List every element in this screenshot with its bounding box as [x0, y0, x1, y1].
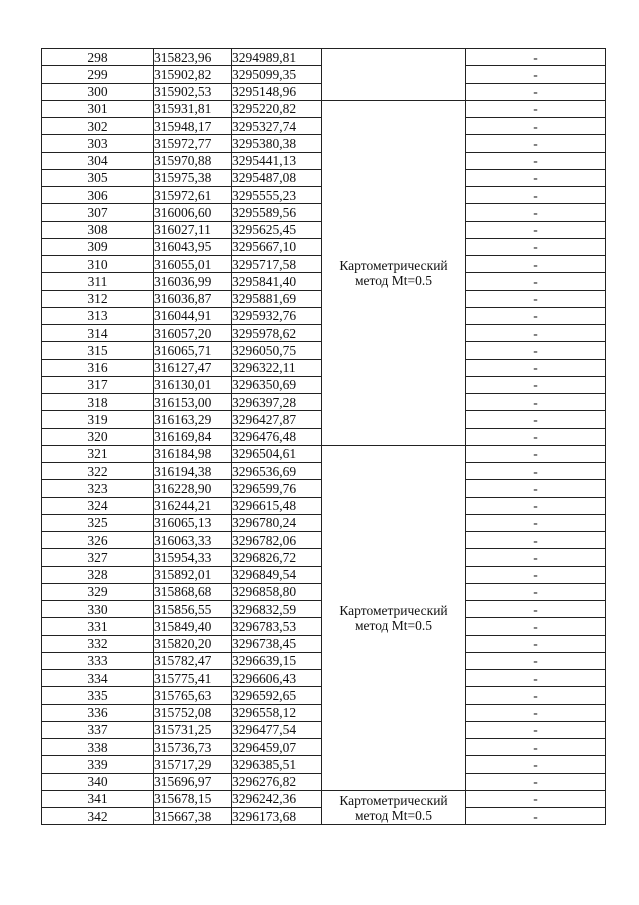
note-cell: - — [466, 49, 606, 66]
point-number-cell: 322 — [42, 463, 154, 480]
x-coordinate-cell: 315954,33 — [154, 549, 232, 566]
x-coordinate-cell: 316036,87 — [154, 290, 232, 307]
x-coordinate-cell: 315972,61 — [154, 187, 232, 204]
y-coordinate-cell: 3295717,58 — [232, 256, 322, 273]
y-coordinate-cell: 3296459,07 — [232, 739, 322, 756]
point-number-cell: 308 — [42, 221, 154, 238]
y-coordinate-cell: 3295380,38 — [232, 135, 322, 152]
y-coordinate-cell: 3296639,15 — [232, 652, 322, 669]
point-number-cell: 342 — [42, 808, 154, 825]
note-cell: - — [466, 66, 606, 83]
note-cell: - — [466, 100, 606, 117]
x-coordinate-cell: 316244,21 — [154, 497, 232, 514]
note-cell: - — [466, 118, 606, 135]
note-cell: - — [466, 601, 606, 618]
table-row — [42, 445, 606, 462]
note-cell: - — [466, 169, 606, 186]
x-coordinate-cell: 315717,29 — [154, 756, 232, 773]
x-coordinate-cell: 316055,01 — [154, 256, 232, 273]
y-coordinate-cell: 3296350,69 — [232, 376, 322, 393]
point-number-cell: 311 — [42, 273, 154, 290]
y-coordinate-cell: 3295978,62 — [232, 325, 322, 342]
point-number-cell: 334 — [42, 670, 154, 687]
y-coordinate-cell: 3294989,81 — [232, 49, 322, 66]
point-number-cell: 335 — [42, 687, 154, 704]
note-cell: - — [466, 411, 606, 428]
note-cell: - — [466, 359, 606, 376]
method-accuracy-line: метод Mt=0.5 — [354, 617, 433, 633]
y-coordinate-cell: 3295881,69 — [232, 290, 322, 307]
note-cell: - — [466, 463, 606, 480]
x-coordinate-cell: 315948,17 — [154, 118, 232, 135]
note-cell: - — [466, 204, 606, 221]
x-coordinate-cell: 316006,60 — [154, 204, 232, 221]
x-coordinate-cell: 316065,13 — [154, 514, 232, 531]
point-number-cell: 306 — [42, 187, 154, 204]
x-coordinate-cell: 315823,96 — [154, 49, 232, 66]
note-cell: - — [466, 256, 606, 273]
point-number-cell: 305 — [42, 169, 154, 186]
y-coordinate-cell: 3296476,48 — [232, 428, 322, 445]
note-cell: - — [466, 376, 606, 393]
table-row — [42, 49, 606, 66]
note-cell: - — [466, 773, 606, 790]
point-number-cell: 304 — [42, 152, 154, 169]
x-coordinate-cell: 315868,68 — [154, 583, 232, 600]
x-coordinate-cell: 316184,98 — [154, 445, 232, 462]
y-coordinate-cell: 3296536,69 — [232, 463, 322, 480]
x-coordinate-cell: 315902,53 — [154, 83, 232, 100]
method-accuracy-line: метод Mt=0.5 — [354, 807, 433, 823]
y-coordinate-cell: 3296276,82 — [232, 773, 322, 790]
point-number-cell: 331 — [42, 618, 154, 635]
y-coordinate-cell: 3296477,54 — [232, 721, 322, 738]
y-coordinate-cell: 3296782,06 — [232, 532, 322, 549]
note-cell: - — [466, 307, 606, 324]
y-coordinate-cell: 3296858,80 — [232, 583, 322, 600]
x-coordinate-cell: 316194,38 — [154, 463, 232, 480]
note-cell: - — [466, 290, 606, 307]
x-coordinate-cell: 316169,84 — [154, 428, 232, 445]
point-number-cell: 329 — [42, 583, 154, 600]
method-name-line: Картометрический — [339, 257, 448, 273]
x-coordinate-cell: 315972,77 — [154, 135, 232, 152]
point-number-cell: 327 — [42, 549, 154, 566]
y-coordinate-cell: 3295148,96 — [232, 83, 322, 100]
note-cell: - — [466, 532, 606, 549]
x-coordinate-cell: 316027,11 — [154, 221, 232, 238]
point-number-cell: 324 — [42, 497, 154, 514]
note-cell: - — [466, 428, 606, 445]
y-coordinate-cell: 3296427,87 — [232, 411, 322, 428]
y-coordinate-cell: 3295099,35 — [232, 66, 322, 83]
point-number-cell: 299 — [42, 66, 154, 83]
x-coordinate-cell: 316043,95 — [154, 238, 232, 255]
note-cell: - — [466, 135, 606, 152]
x-coordinate-cell: 316063,33 — [154, 532, 232, 549]
y-coordinate-cell: 3296599,76 — [232, 480, 322, 497]
x-coordinate-cell: 315765,63 — [154, 687, 232, 704]
y-coordinate-cell: 3295555,23 — [232, 187, 322, 204]
x-coordinate-cell: 315736,73 — [154, 739, 232, 756]
point-number-cell: 301 — [42, 100, 154, 117]
note-cell: - — [466, 152, 606, 169]
note-cell: - — [466, 238, 606, 255]
x-coordinate-cell: 315902,82 — [154, 66, 232, 83]
x-coordinate-cell: 315975,38 — [154, 169, 232, 186]
point-number-cell: 321 — [42, 445, 154, 462]
method-cell — [322, 100, 466, 445]
x-coordinate-cell: 315849,40 — [154, 618, 232, 635]
note-cell: - — [466, 704, 606, 721]
y-coordinate-cell: 3296738,45 — [232, 635, 322, 652]
point-number-cell: 323 — [42, 480, 154, 497]
point-number-cell: 314 — [42, 325, 154, 342]
note-cell: - — [466, 83, 606, 100]
point-number-cell: 302 — [42, 118, 154, 135]
point-number-cell: 325 — [42, 514, 154, 531]
y-coordinate-cell: 3296504,61 — [232, 445, 322, 462]
point-number-cell: 337 — [42, 721, 154, 738]
y-coordinate-cell: 3295327,74 — [232, 118, 322, 135]
point-number-cell: 333 — [42, 652, 154, 669]
point-number-cell: 326 — [42, 532, 154, 549]
note-cell: - — [466, 342, 606, 359]
coordinates-table-body — [42, 49, 606, 825]
x-coordinate-cell: 315667,38 — [154, 808, 232, 825]
x-coordinate-cell: 315775,41 — [154, 670, 232, 687]
point-number-cell: 316 — [42, 359, 154, 376]
y-coordinate-cell: 3296558,12 — [232, 704, 322, 721]
point-number-cell: 340 — [42, 773, 154, 790]
method-cell — [322, 790, 466, 825]
x-coordinate-cell: 315820,20 — [154, 635, 232, 652]
x-coordinate-cell: 316036,99 — [154, 273, 232, 290]
point-number-cell: 336 — [42, 704, 154, 721]
note-cell: - — [466, 687, 606, 704]
x-coordinate-cell: 315752,08 — [154, 704, 232, 721]
x-coordinate-cell: 315970,88 — [154, 152, 232, 169]
point-number-cell: 312 — [42, 290, 154, 307]
table-row — [42, 100, 606, 117]
x-coordinate-cell: 315856,55 — [154, 601, 232, 618]
y-coordinate-cell: 3295932,76 — [232, 307, 322, 324]
y-coordinate-cell: 3296397,28 — [232, 394, 322, 411]
method-accuracy-line: метод Mt=0.5 — [354, 272, 433, 288]
point-number-cell: 338 — [42, 739, 154, 756]
y-coordinate-cell: 3295441,13 — [232, 152, 322, 169]
method-cell — [322, 49, 466, 101]
note-cell: - — [466, 187, 606, 204]
coordinates-table — [41, 48, 606, 825]
table-row — [42, 790, 606, 807]
y-coordinate-cell: 3296242,36 — [232, 790, 322, 807]
note-cell: - — [466, 583, 606, 600]
y-coordinate-cell: 3296783,53 — [232, 618, 322, 635]
note-cell: - — [466, 273, 606, 290]
x-coordinate-cell: 315678,15 — [154, 790, 232, 807]
point-number-cell: 298 — [42, 49, 154, 66]
y-coordinate-cell: 3295220,82 — [232, 100, 322, 117]
y-coordinate-cell: 3296849,54 — [232, 566, 322, 583]
note-cell: - — [466, 739, 606, 756]
note-cell: - — [466, 480, 606, 497]
point-number-cell: 307 — [42, 204, 154, 221]
point-number-cell: 332 — [42, 635, 154, 652]
note-cell: - — [466, 652, 606, 669]
note-cell: - — [466, 670, 606, 687]
x-coordinate-cell: 316228,90 — [154, 480, 232, 497]
note-cell: - — [466, 514, 606, 531]
y-coordinate-cell: 3296385,51 — [232, 756, 322, 773]
x-coordinate-cell: 316065,71 — [154, 342, 232, 359]
y-coordinate-cell: 3296606,43 — [232, 670, 322, 687]
note-cell: - — [466, 394, 606, 411]
point-number-cell: 330 — [42, 601, 154, 618]
y-coordinate-cell: 3296050,75 — [232, 342, 322, 359]
point-number-cell: 339 — [42, 756, 154, 773]
y-coordinate-cell: 3296780,24 — [232, 514, 322, 531]
y-coordinate-cell: 3296592,65 — [232, 687, 322, 704]
point-number-cell: 315 — [42, 342, 154, 359]
note-cell: - — [466, 221, 606, 238]
point-number-cell: 310 — [42, 256, 154, 273]
y-coordinate-cell: 3296322,11 — [232, 359, 322, 376]
note-cell: - — [466, 445, 606, 462]
point-number-cell: 317 — [42, 376, 154, 393]
x-coordinate-cell: 316127,47 — [154, 359, 232, 376]
y-coordinate-cell: 3296173,68 — [232, 808, 322, 825]
point-number-cell: 328 — [42, 566, 154, 583]
x-coordinate-cell: 315782,47 — [154, 652, 232, 669]
point-number-cell: 341 — [42, 790, 154, 807]
x-coordinate-cell: 315892,01 — [154, 566, 232, 583]
y-coordinate-cell: 3296832,59 — [232, 601, 322, 618]
note-cell: - — [466, 549, 606, 566]
note-cell: - — [466, 566, 606, 583]
x-coordinate-cell: 316044,91 — [154, 307, 232, 324]
method-cell — [322, 445, 466, 790]
point-number-cell: 300 — [42, 83, 154, 100]
note-cell: - — [466, 790, 606, 807]
point-number-cell: 319 — [42, 411, 154, 428]
point-number-cell: 318 — [42, 394, 154, 411]
note-cell: - — [466, 808, 606, 825]
y-coordinate-cell: 3295625,45 — [232, 221, 322, 238]
y-coordinate-cell: 3295667,10 — [232, 238, 322, 255]
note-cell: - — [466, 497, 606, 514]
point-number-cell: 303 — [42, 135, 154, 152]
y-coordinate-cell: 3296615,48 — [232, 497, 322, 514]
note-cell: - — [466, 325, 606, 342]
x-coordinate-cell: 316130,01 — [154, 376, 232, 393]
note-cell: - — [466, 618, 606, 635]
y-coordinate-cell: 3296826,72 — [232, 549, 322, 566]
note-cell: - — [466, 721, 606, 738]
x-coordinate-cell: 316163,29 — [154, 411, 232, 428]
point-number-cell: 320 — [42, 428, 154, 445]
y-coordinate-cell: 3295487,08 — [232, 169, 322, 186]
point-number-cell: 309 — [42, 238, 154, 255]
x-coordinate-cell: 316153,00 — [154, 394, 232, 411]
y-coordinate-cell: 3295589,56 — [232, 204, 322, 221]
x-coordinate-cell: 315931,81 — [154, 100, 232, 117]
note-cell: - — [466, 756, 606, 773]
y-coordinate-cell: 3295841,40 — [232, 273, 322, 290]
point-number-cell: 313 — [42, 307, 154, 324]
method-name-line: Картометрический — [339, 792, 448, 808]
x-coordinate-cell: 316057,20 — [154, 325, 232, 342]
note-cell: - — [466, 635, 606, 652]
x-coordinate-cell: 315731,25 — [154, 721, 232, 738]
method-name-line: Картометрический — [339, 602, 448, 618]
x-coordinate-cell: 315696,97 — [154, 773, 232, 790]
